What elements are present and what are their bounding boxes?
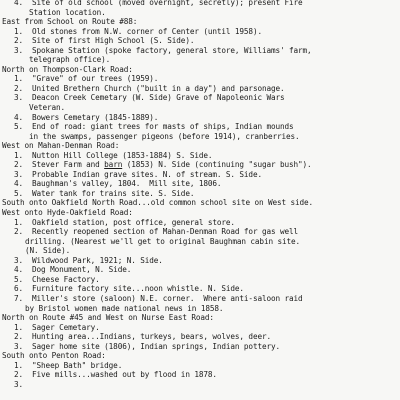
list-item-line: 2. Site of first High School (S. Side). bbox=[14, 36, 195, 46]
list-item-line: 4. Baughman's valley, 1804. Mill site, 1806. bbox=[14, 179, 222, 189]
list-item-line: 1. "Sheep Bath" bridge. bbox=[14, 360, 123, 370]
list-item-line: 4. Bowers Cemetary (1845-1889). bbox=[14, 112, 159, 122]
list-item-line: 2. Hunting area...Indians, turkeys, bears, wolves, deer. bbox=[14, 332, 271, 342]
list-item-line: Veteran. bbox=[29, 103, 66, 113]
list-item-line: 3. Sager home site (1806), Indian springs, Indian pottery. bbox=[14, 341, 280, 351]
list-item-line: 2. Five mills...washed out by flood in 1878. bbox=[14, 370, 217, 380]
list-item-line: 3. Wildwood Park, 1921; N. Side. bbox=[14, 255, 163, 265]
section-heading: West on Mahan-Denman Road: bbox=[2, 141, 120, 151]
list-item-line: 1. Old stones from N.W. corner of Center (until 1958). bbox=[14, 26, 262, 36]
list-item-line: 3. Spokane Station (spoke factory, general store, Williams' farm, bbox=[14, 45, 312, 55]
list-item-line: (N. Side). bbox=[25, 246, 71, 256]
list-item-line: Station location. bbox=[29, 7, 106, 17]
list-item-line: 2. Stever Farm and barn (1853) N. Side (continuing "sugar bush"). bbox=[14, 160, 312, 170]
list-item-line: 5. End of road: giant trees for masts of ships, Indian mounds bbox=[14, 122, 294, 132]
list-item-line: 2. United Brethern Church ("built in a day") and parsonage. bbox=[14, 83, 285, 93]
list-item-line: 6. Furniture factory site...noon whistle. N. Side. bbox=[14, 284, 244, 294]
list-item-line: 3. Probable Indian grave sites. N. of stream. S. Side. bbox=[14, 169, 262, 179]
list-item-line: 5. Water tank for trains site. S. Side. bbox=[14, 188, 195, 198]
list-item-line: 4. Site of old school (moved overnight, secretly); present Fire bbox=[14, 0, 303, 7]
list-item-line: 3. Deacon Creek Cemetary (W. Side) Grave of Napoleonic Wars bbox=[14, 93, 285, 103]
section-heading: North on Thompson-Clark Road: bbox=[2, 64, 133, 74]
section-heading: West onto Hyde-Oakfield Road: bbox=[2, 208, 133, 218]
list-item-line: in the swamps, passenger pigeons (before 1914), cranberries. bbox=[29, 131, 300, 141]
list-item-line: 3. bbox=[14, 379, 24, 389]
list-item-line: telegraph office). bbox=[29, 55, 111, 65]
list-item-line: by Bristol women made national news in 1858. bbox=[25, 303, 224, 313]
list-item-line: 5. Cheese Factory. bbox=[14, 274, 100, 284]
section-heading: East from School on Route #88: bbox=[2, 17, 138, 27]
list-item-line: 4. Dog Monument, N. Side. bbox=[14, 265, 132, 275]
list-item-line: drilling. (Nearest we'll get to original Baughman cabin site. bbox=[25, 236, 301, 246]
underlined-word: barn bbox=[104, 160, 123, 170]
list-item-line: 7. Miller's store (saloon) N.E. corner. Where anti-saloon raid bbox=[14, 293, 303, 303]
section-heading: South onto Oakfield North Road...old common school site on West side. bbox=[2, 198, 314, 208]
list-item-line: 2. Recently reopened section of Mahan-Denman Road for gas well bbox=[14, 227, 299, 237]
list-item-line: 1. Nutton Hill College (1853-1884) S. Side. bbox=[14, 150, 213, 160]
list-item-line: 1. Sager Cemetary. bbox=[14, 322, 100, 332]
section-heading: South onto Penton Road: bbox=[2, 351, 106, 361]
section-heading: North on Route #45 and West on Nurse East Road: bbox=[2, 313, 214, 323]
list-item-line: 1. Oakfield station, post office, general store. bbox=[14, 217, 235, 227]
list-item-line: 1. "Grave" of our trees (1959). bbox=[14, 74, 159, 84]
